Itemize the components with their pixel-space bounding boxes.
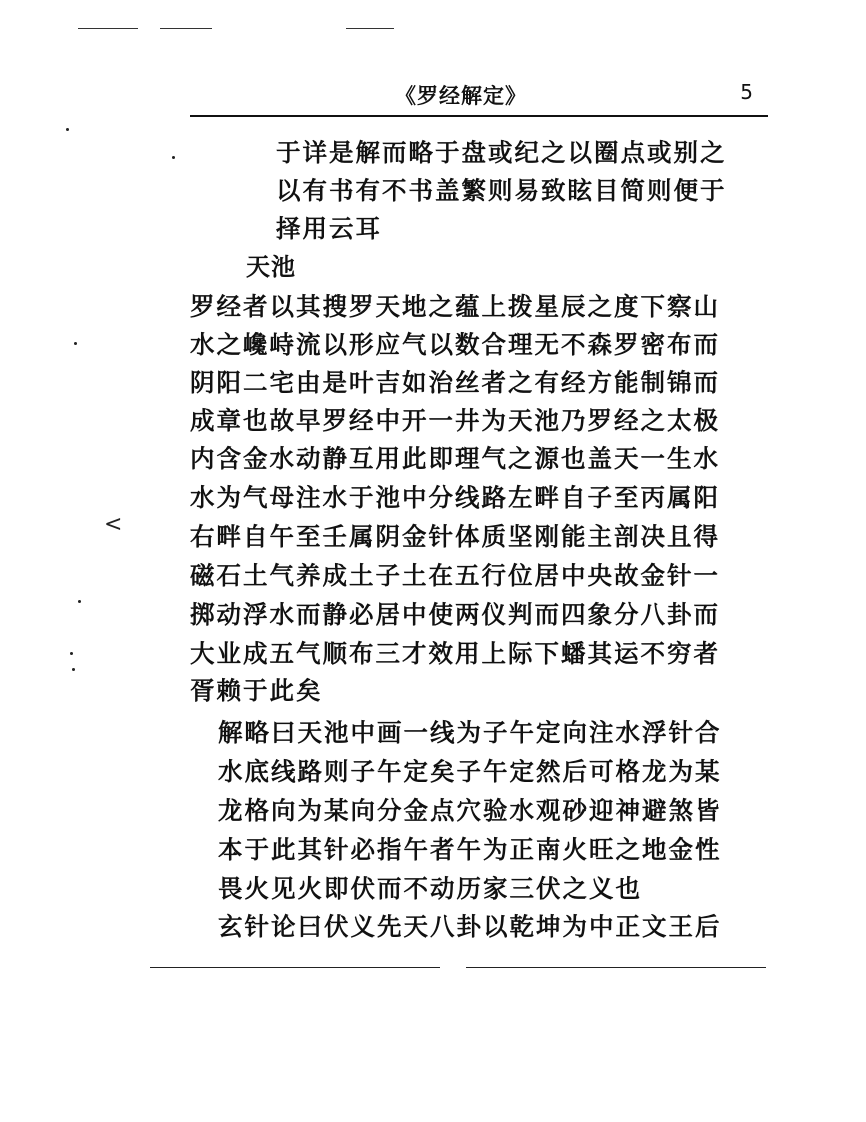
running-header: [190, 78, 765, 114]
header-rule: [190, 115, 768, 117]
header-book-title: 《罗经解定》: [395, 83, 527, 108]
text-line: 胥赖于此矣: [190, 676, 323, 705]
scan-artifact-rule: [78, 28, 138, 29]
text-line: 龙格向为某向分金点穴验水观砂迎神避煞皆: [218, 796, 722, 825]
text-line: 本于此其针必指午者午为正南火旺之地金性: [218, 835, 722, 864]
scan-artifact-rule: [346, 28, 394, 29]
text-line: 解略曰天池中画一线为子午定向注水浮针合: [218, 718, 722, 747]
text-line: 水为气母注水于池中分线路左畔自子至丙属阳: [190, 483, 720, 512]
text-line: 水之巉峙流以形应气以数合理无不森罗密布而: [190, 330, 720, 359]
header-page-number: 5: [740, 80, 753, 104]
scan-artifact-dot: [70, 652, 73, 655]
text-line: 玄针论曰伏义先天八卦以乾坤为中正文王后: [218, 912, 722, 941]
scan-artifact-rule: [160, 28, 212, 29]
text-line: 内含金水动静互用此即理气之源也盖天一生水: [190, 444, 720, 473]
text-line: 畏火见火即伏而不动历家三伏之义也: [218, 874, 642, 903]
text-line: 掷动浮水而静必居中使两仪判而四象分八卦而: [190, 600, 720, 629]
text-line: 于详是解而略于盘或纪之以圈点或别之: [276, 138, 727, 167]
text-line: 右畔自午至壬属阴金针体质坚刚能主剖决且得: [190, 522, 720, 551]
section-heading: 天池: [246, 252, 296, 281]
scan-artifact-dot: [72, 668, 75, 671]
text-line: 磁石土气养成土子土在五行位居中央故金针一: [190, 561, 720, 590]
scan-artifact-dot: [66, 128, 69, 131]
text-line: 以有书有不书盖繁则易致眩目简则便于: [276, 176, 727, 205]
footer-rule: [150, 967, 440, 968]
scan-artifact-dot: [172, 156, 175, 159]
text-line: 水底线路则子午定矣子午定然后可格龙为某: [218, 757, 722, 786]
text-line: 大业成五气顺布三才效用上际下蟠其运不穷者: [190, 639, 720, 668]
scan-artifact-mark: <: [104, 512, 123, 537]
text-line: 择用云耳: [276, 214, 382, 243]
footer-rule: [466, 967, 766, 968]
text-line: 阴阳二宅由是叶吉如治丝者之有经方能制锦而: [190, 368, 720, 397]
text-line: 罗经者以其搜罗天地之蕴上拨星辰之度下察山: [190, 292, 720, 321]
text-line: 成章也故早罗经中开一井为天池乃罗经之太极: [190, 406, 720, 435]
scan-artifact-dot: [74, 342, 77, 345]
scan-artifact-dot: [78, 600, 81, 603]
